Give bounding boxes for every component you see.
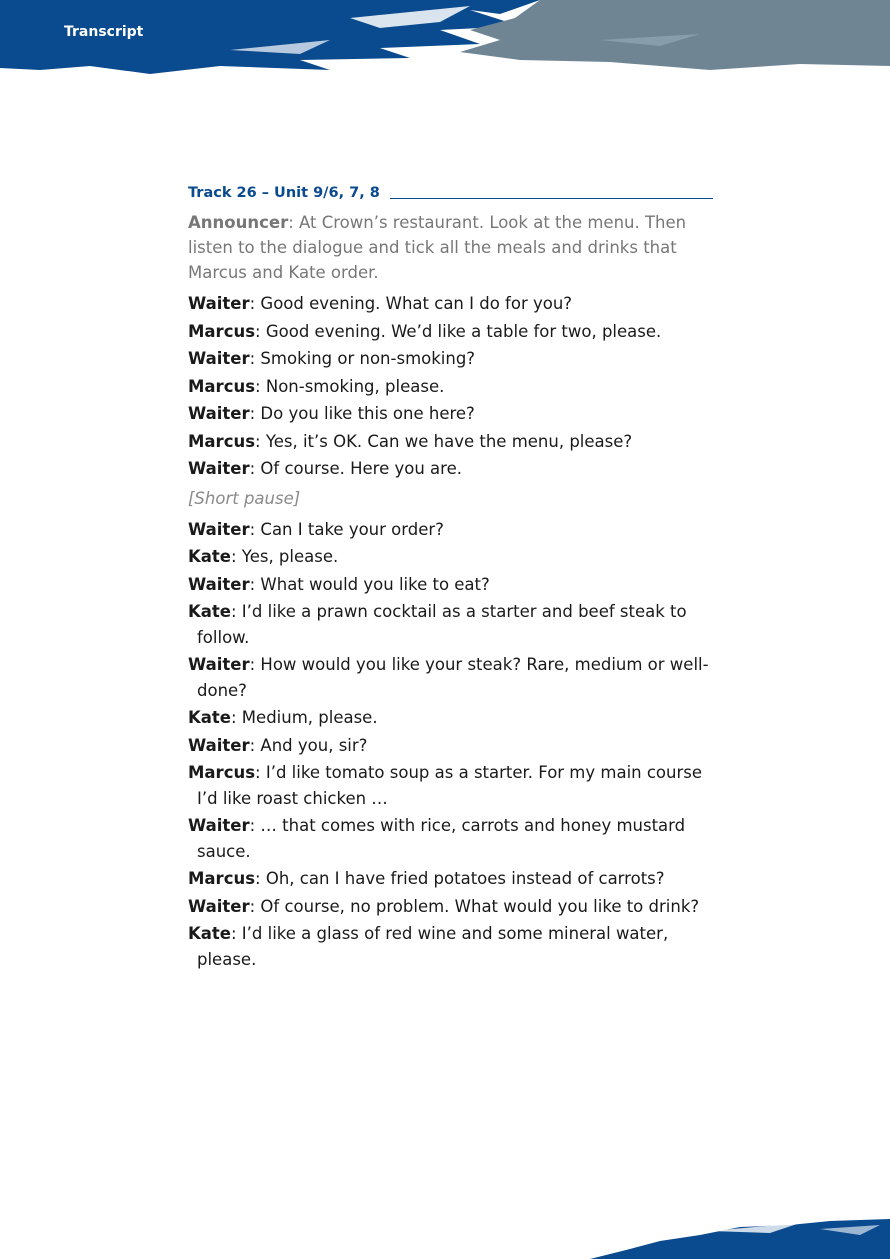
line-text: : Good evening. What can I do for you? <box>249 294 573 313</box>
speaker-name: Waiter <box>188 459 250 478</box>
dialogue-part-2 <box>188 517 713 973</box>
line-text: : Oh, can I have fried potatoes instead of carrots? <box>255 869 665 888</box>
dialogue-line <box>188 599 713 650</box>
speaker-name: Waiter <box>188 655 250 674</box>
dialogue-line <box>188 705 713 731</box>
line-text: : Medium, please. <box>231 708 378 727</box>
speaker-name: Marcus <box>188 321 256 341</box>
speaker-name: Waiter <box>188 404 250 423</box>
speaker-name: Announcer <box>188 213 289 232</box>
dialogue-line <box>188 760 713 811</box>
speaker-name: Marcus <box>188 869 256 888</box>
line-text: : Yes, it’s OK. Can we have the menu, please? <box>255 431 633 451</box>
speaker-name: Kate <box>188 547 231 566</box>
track-heading <box>188 182 713 204</box>
speaker-name: Waiter <box>188 896 250 916</box>
transcript-body <box>188 182 713 974</box>
dialogue-line <box>188 517 713 543</box>
speaker-name: Waiter <box>188 349 250 368</box>
line-text: : I’d like tomato soup as a starter. For my main course I’d like roast chicken … <box>197 763 703 808</box>
line-text: : Non-smoking, please. <box>255 376 445 396</box>
dialogue-line <box>188 544 713 570</box>
speaker-name: Marcus <box>188 763 256 782</box>
dialogue-line <box>188 866 713 892</box>
dialogue-line <box>188 894 713 920</box>
line-text: : … that comes with rice, carrots and honey mustard sauce. <box>197 816 686 861</box>
speaker-name: Marcus <box>188 376 256 396</box>
line-text: : Yes, please. <box>231 547 339 566</box>
line-text: : What would you like to eat? <box>249 574 490 594</box>
line-text: : How would you like your steak? Rare, medium or well-done? <box>197 655 709 700</box>
dialogue-line <box>188 319 713 345</box>
speaker-name: Marcus <box>188 431 256 451</box>
line-text: : Of course. Here you are. <box>249 459 462 478</box>
dialogue-line <box>188 291 713 317</box>
dialogue-part-1 <box>188 291 713 482</box>
line-text: : I’d like a prawn cocktail as a starter and beef steak to follow. <box>197 602 687 647</box>
speaker-name: Kate <box>188 708 231 727</box>
dialogue-line <box>188 374 713 400</box>
line-text: : And you, sir? <box>249 735 368 755</box>
speaker-name: Waiter <box>188 294 250 313</box>
speaker-name: Waiter <box>188 735 250 755</box>
dialogue-line <box>188 813 713 864</box>
dialogue-line <box>188 346 713 372</box>
dialogue-line <box>188 429 713 455</box>
dialogue-line <box>188 652 713 703</box>
line-text: : Good evening. We’d like a table for two, please. <box>255 321 662 341</box>
dialogue-line <box>188 401 713 427</box>
heading-rule <box>390 198 713 199</box>
line-text: : Do you like this one here? <box>249 404 475 423</box>
speaker-name: Waiter <box>188 574 250 594</box>
announcer-line <box>188 210 713 285</box>
header-banner <box>0 0 890 80</box>
dialogue-line <box>188 733 713 759</box>
speaker-name: Kate <box>188 924 231 943</box>
dialogue-line <box>188 456 713 482</box>
line-text: : Can I take your order? <box>249 519 444 539</box>
line-text: : At Crown’s restaurant. Look at the menu. Then listen to the dialogue and tick all the meals and drinks that Marcus and Kate order. <box>188 213 687 282</box>
line-text: : Smoking or non-smoking? <box>249 349 476 368</box>
dialogue-line <box>188 572 713 598</box>
speaker-name: Kate <box>188 602 231 621</box>
line-text: : Of course, no problem. What would you like to drink? <box>249 896 700 916</box>
track-title: Track 26 – Unit 9/6, 7, 8 <box>188 185 380 201</box>
line-text: : I’d like a glass of red wine and some mineral water, please. <box>197 924 669 969</box>
dialogue-line <box>188 921 713 972</box>
speaker-name: Waiter <box>188 519 250 539</box>
stage-direction: [Short pause] <box>188 488 301 508</box>
speaker-name: Waiter <box>188 816 250 835</box>
header-label: Transcript <box>64 24 144 40</box>
footer-brush-stroke <box>590 1211 890 1259</box>
